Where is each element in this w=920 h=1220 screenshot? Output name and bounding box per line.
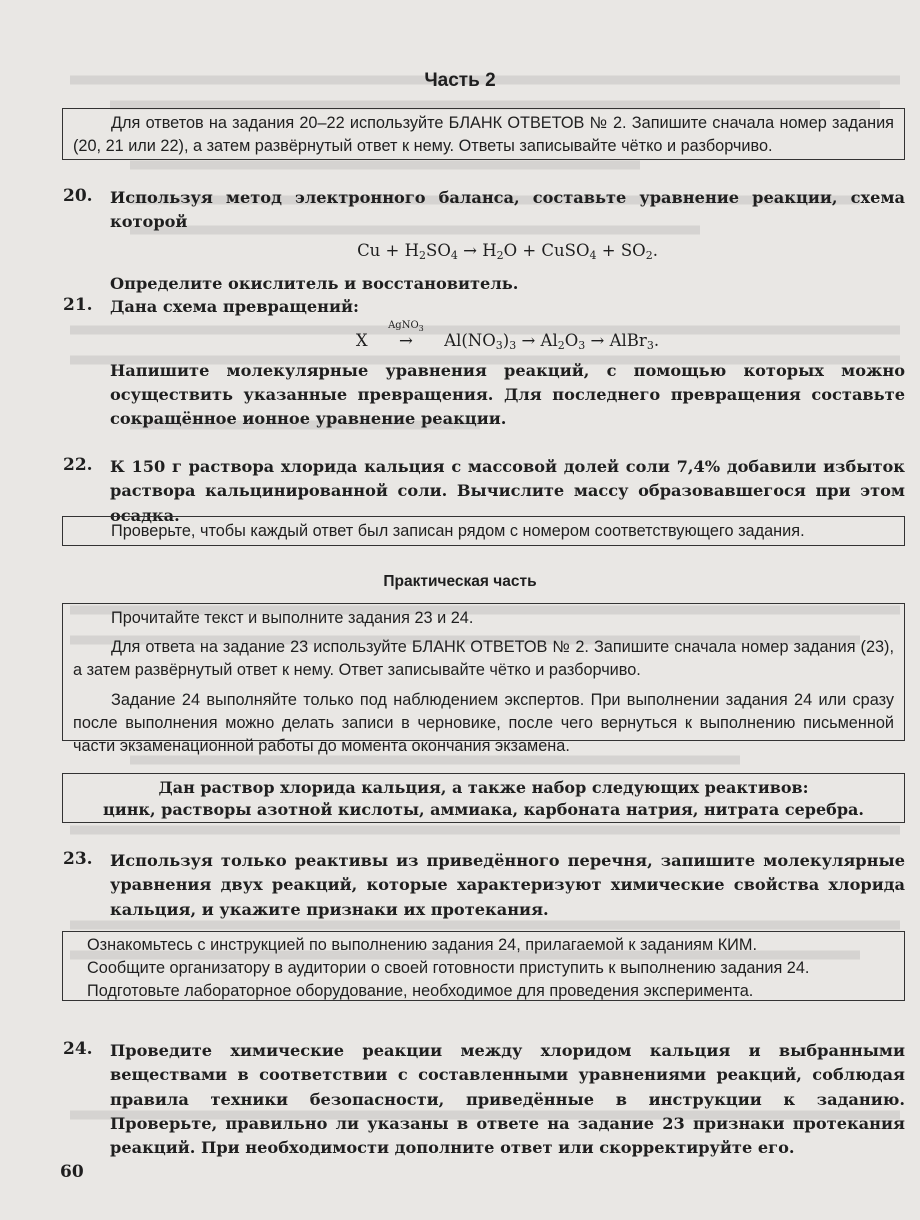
task-23 [63,849,905,922]
practical-instruction-3: Задание 24 выполняйте только под наблюдением экспертов. При выполнении задания 24 или сразу после выполнения можно делать записи в черновике, после чего вернуться к выполнению письменной части экзаменационной работы до момента окончания экзамена. [73,691,894,756]
page-number: 60 [60,1162,84,1182]
task-20 [63,186,905,296]
task-21 [63,295,905,432]
lab-instruction-2: Сообщите организатору в аудитории о своей готовности приступить к выполнению задания 24. [87,958,810,977]
check-answers-text: Проверьте, чтобы каждый ответ был записан рядом с номером соответствующего задания. [111,522,805,540]
practical-instruction-2: Для ответа на задание 23 используйте БЛАНК ОТВЕТОВ № 2. Запишите сначала номер задания (23), а затем развёрнутый ответ к нему. Ответ записывайте чётко и разборчиво. [73,637,894,679]
practical-instructions-box [62,603,905,756]
practical-instruction-1: Прочитайте текст и выполните задания 23 и 24. [111,609,474,627]
reagents-line-2: цинк, растворы азотной кислоты, аммиака, карбоната натрия, нитрата серебра. [103,800,864,820]
task-number: 23. [63,849,93,869]
part-title: Часть 2 [424,70,496,91]
check-answers-box [62,516,905,546]
task-number: 22. [63,455,93,475]
task-number: 24. [63,1039,93,1059]
reagents-box [62,773,905,823]
task-text: К 150 г раствора хлорида кальция с массовой долей соли 7,4% добавили избыток раствора кальцинированной соли. Вычислите массу образовавшегося при этом осадка. [110,457,905,525]
answer-instructions-text: Для ответов на задания 20–22 используйте БЛАНК ОТВЕТОВ № 2. Запишите сначала номер задания (20, 21 или 22), а затем развёрнутый ответ к нему. Ответы записывайте чётко и разборчиво. [73,114,894,155]
task-question: Определите окислитель и восстановитель. [110,274,519,294]
transformation-scheme: X AgNO$_3$ → $Al(NO_3)_3 \to Al_2O_3$ → AlBr$_3$. [355,320,660,353]
answer-instructions-box [62,108,905,160]
task-number: 21. [63,295,93,315]
reagents-line-1: Дан раствор хлорида кальция, а также набор следующих реактивов: [158,778,809,797]
task-question: Напишите молекулярные уравнения реакций, с помощью которых можно осуществить указанные превращения. Для последнего превращения составьте сокращённое ионное уравнение реакции. [110,360,905,429]
task-text: Используя метод электронного баланса, составьте уравнение реакции, схема которой [110,188,905,232]
task-text: Дана схема превращений: [110,297,360,316]
practical-part-title: Практическая часть [383,573,537,590]
lab-instruction-3: Подготовьте лабораторное оборудование, необходимое для проведения эксперимента. [87,981,754,1000]
reaction-scheme: $Cu + H_2SO_4 \to H_2O$ + CuSO$_4$ + $SO_2$. [357,240,658,262]
lab-instruction-1: Ознакомьтесь с инструкцией по выполнению задания 24, прилагаемой к заданиям КИМ. [87,936,757,954]
task-text: Используя только реактивы из приведённого перечня, запишите молекулярные уравнения двух реакций, которые характеризуют химические свойства хлорида кальция, и укажите признаки их протекания. [110,851,905,919]
lab-instructions-box [62,931,905,1001]
task-number: 20. [63,186,93,206]
task-text: Проведите химические реакции между хлоридом кальция и выбранными веществами в соответствии с составленными уравнениями реакций, соблюдая правила техники безопасности, приведённые в инструкции к заданию. Проверьте, правильно ли указаны в ответе на задание 23 признаки протекания реакций. При необходимости дополните ответ или скорректируйте его. [110,1041,905,1158]
task-24 [63,1039,905,1160]
